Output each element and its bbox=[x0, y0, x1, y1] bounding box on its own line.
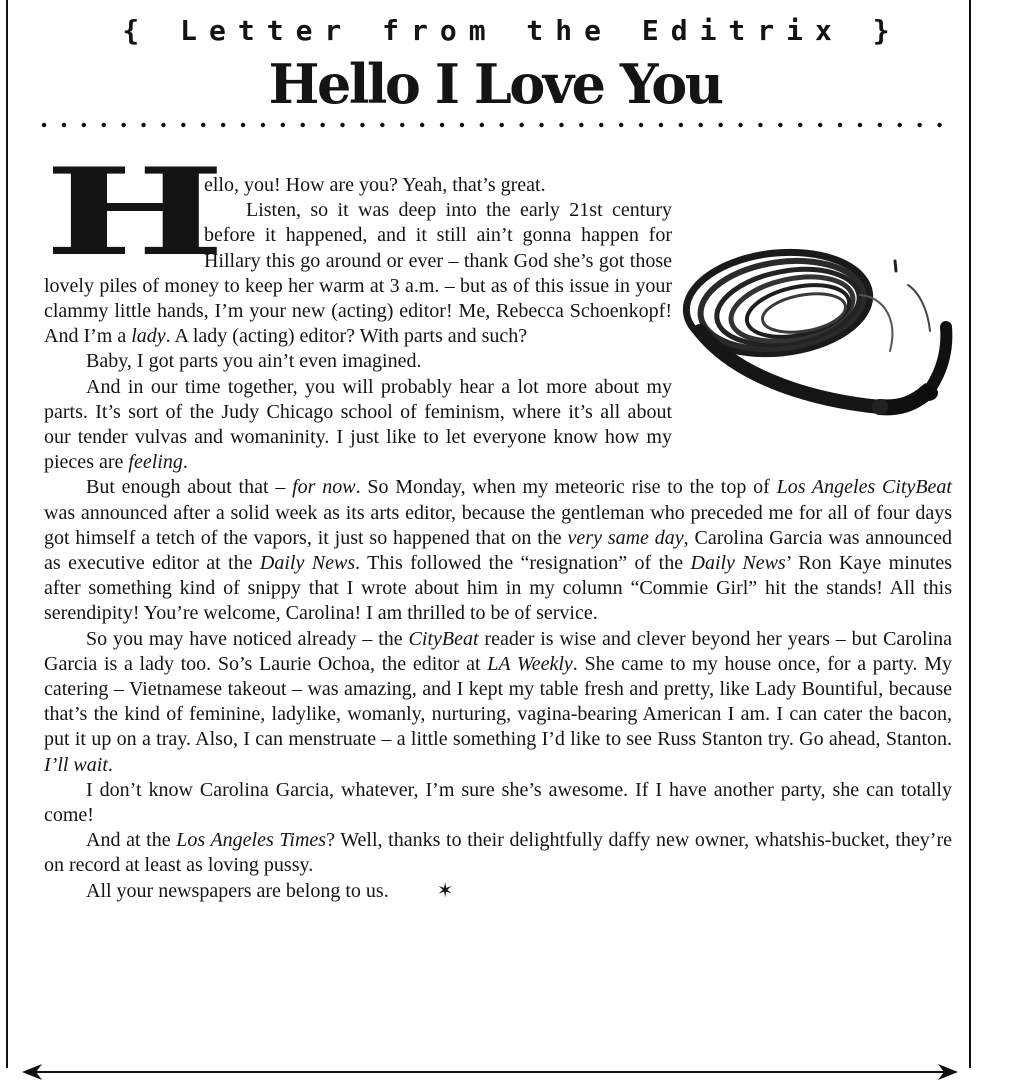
paragraph-2: Listen, so it was deep into the early 21st century before it happened, and it still ain’t gonna happen for Hillary this go around or ever – thank God she’s got those lovely piles of money to keep her warm at 3 a.m. – but as of this issue in your clammy little hands, I’m your new (acting) editor! Me, Rebecca Schoenkopf! And I’m a lady. A lady (acting) editor? With parts and such? bbox=[44, 199, 672, 348]
double-arrow-rule bbox=[20, 1060, 960, 1084]
paragraph-4: And in our time together, you will probably hear a lot more about my parts. It’s sort of the Judy Chicago school of feminism, where it’s all about our tender vulvas and womaninity. I just like to let everyone know how my pieces are feeling. bbox=[44, 375, 672, 474]
paragraph-1: H ello, you! How are you? Yeah, that’s great. bbox=[44, 142, 546, 283]
page-title: Hello I Love You bbox=[268, 52, 722, 116]
page-border-right bbox=[969, 0, 971, 1068]
letter-body bbox=[44, 142, 953, 904]
paragraph-3: Baby, I got parts you ain’t even imagined. bbox=[86, 350, 422, 373]
page-border-left bbox=[6, 0, 8, 1068]
dotted-divider bbox=[40, 118, 960, 132]
paragraph-8: And at the Los Angeles Times? Well, thanks to their delightfully daffy new owner, whatshis-bucket, they’re on record at least as loving pussy. bbox=[44, 829, 952, 877]
paragraph-7: I don’t know Carolina Garcia, whatever, I’m sure she’s awesome. If I have another party, she can totally come! bbox=[44, 778, 952, 827]
whip-icon bbox=[680, 231, 956, 449]
paragraph-5: But enough about that – for now. So Monday, when my meteoric rise to the top of Los Angeles CityBeat was announced after a solid week as its arts editor, because the gentleman who preceded me for all of four days got himself a tetch of the vapors, it just so happened that on the very same day, Carolina Garcia was announced as executive editor at the Daily News. This followed the “resignation” of the Daily News’ Ron Kaye minutes after something kind of snippy that I wrote about him in my column “Commie Girl” hit the stands! All this serendipity! You’re welcome, Carolina! I am thrilled to be of service. bbox=[44, 476, 953, 625]
paragraph-6: So you may have noticed already – the CityBeat reader is wise and clever beyond her years – but Carolina Garcia is a lady too. So’s Laurie Ochoa, the editor at LA Weekly. She came to my house once, for a party. My catering – Vietnamese takeout – was amazing, and I kept my table fresh and pretty, like Lady Bountiful, because that’s the kind of feminine, ladylike, womanly, nurturing, vagina-bearing American I am. I can cater the bacon, put it up on a tray. Also, I can menstruate – a little something I’d like to see Russ Stanton try. Go ahead, Stanton. I’ll wait. bbox=[44, 627, 952, 776]
section-label: { Letter from the Editrix } bbox=[122, 14, 902, 47]
drop-cap: H bbox=[44, 142, 226, 283]
paragraph-9: All your newspapers are belong to us. ✶ bbox=[44, 879, 952, 904]
end-mark-icon: ✶ bbox=[436, 879, 454, 902]
